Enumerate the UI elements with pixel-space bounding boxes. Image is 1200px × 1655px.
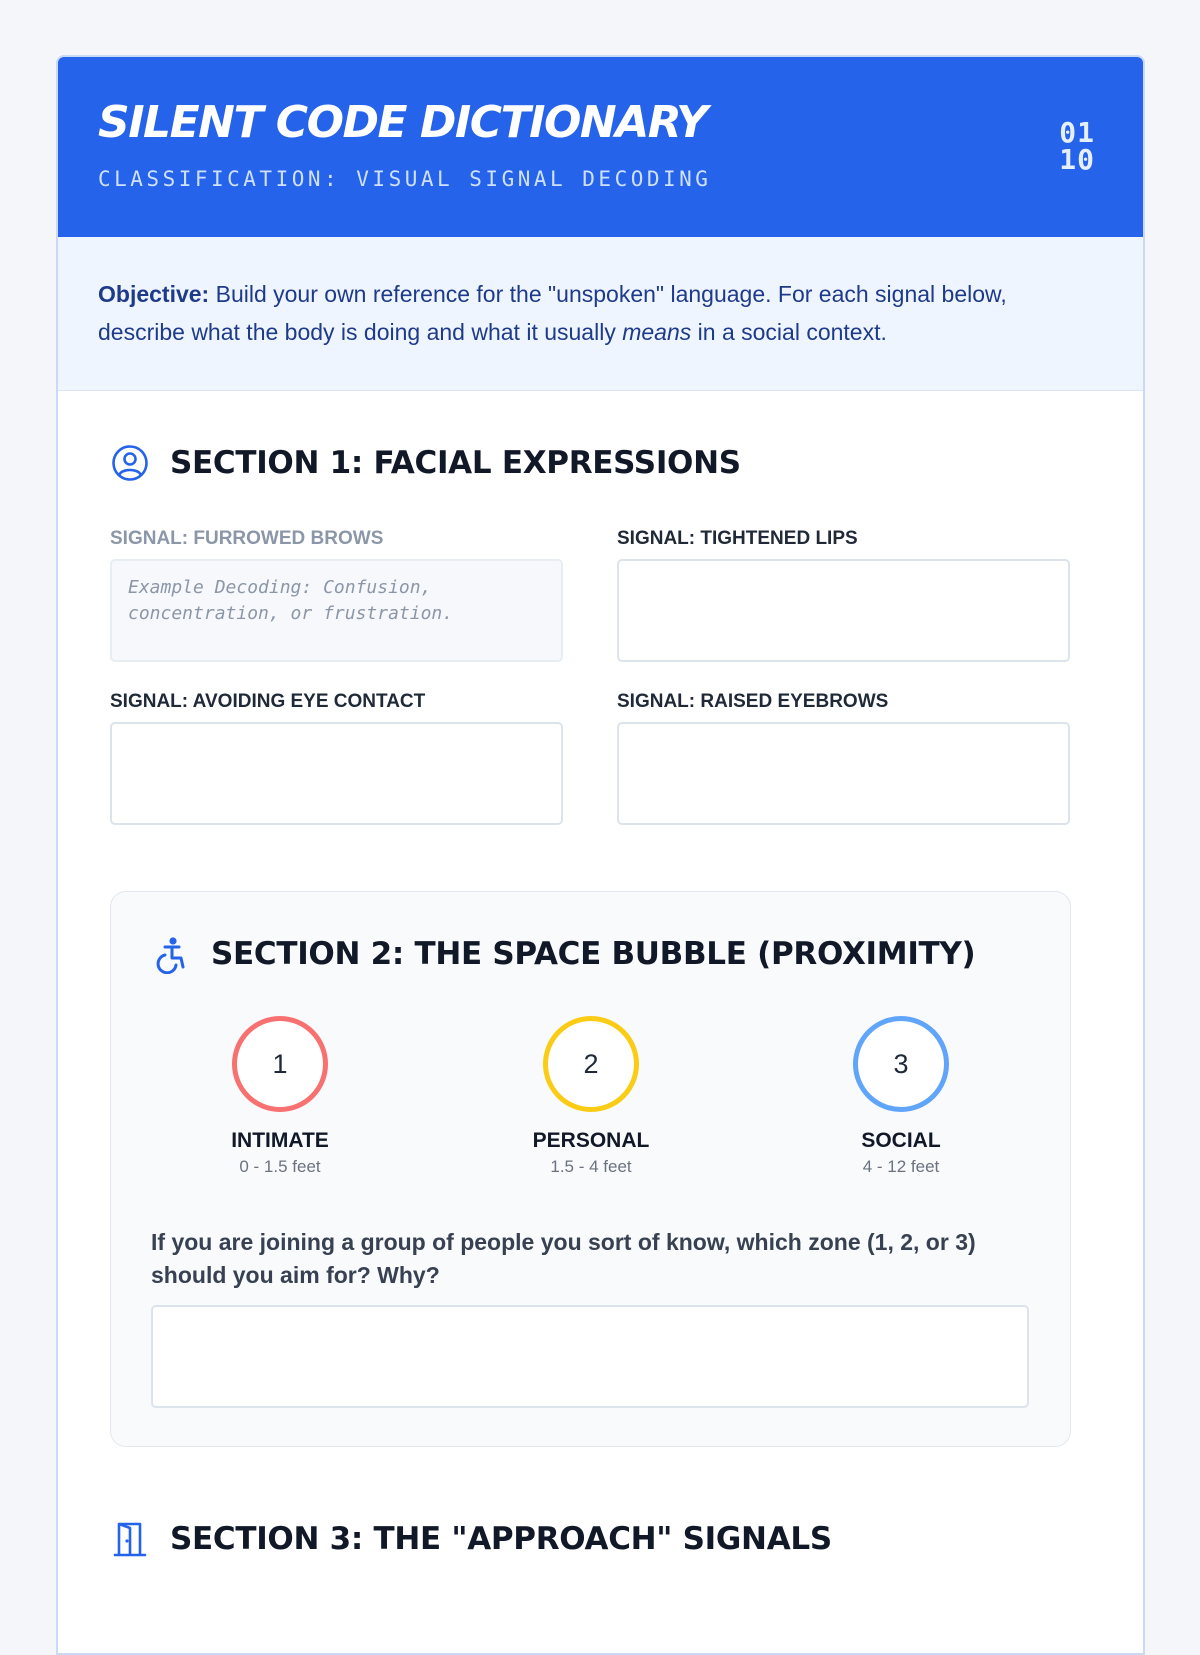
proximity-question: If you are joining a group of people you sort of know, which zone (1, 2, or 3) should you aim for? Why? [151, 1229, 976, 1288]
signal-label-avoiding-eye-contact: SIGNAL: AVOIDING EYE CONTACT [110, 691, 426, 712]
door-icon [110, 1519, 150, 1559]
proximity-answer-field[interactable] [151, 1305, 1029, 1408]
page-title: SILENT CODE DICTIONARY [98, 97, 707, 148]
signal-field-furrowed-brows[interactable] [110, 559, 563, 662]
zone-intimate [180, 1016, 380, 1177]
section1-heading [110, 443, 741, 483]
section1-title: SECTION 1: FACIAL EXPRESSIONS [170, 445, 741, 481]
zone-personal [491, 1016, 691, 1177]
accessibility-icon [151, 934, 191, 974]
header-banner [58, 57, 1143, 237]
signal-field-raised-eyebrows[interactable] [617, 722, 1070, 825]
classification-subtitle: CLASSIFICATION: VISUAL SIGNAL DECODING [98, 167, 712, 191]
objective-text [98, 275, 1088, 351]
proximity-panel [110, 891, 1071, 1447]
signal-field-avoiding-eye-contact[interactable] [110, 722, 563, 825]
section3-heading [110, 1519, 832, 1559]
objective-banner [58, 237, 1143, 391]
zone-name-personal: PERSONAL [532, 1129, 650, 1152]
section2-title: SECTION 2: THE SPACE BUBBLE (PROXIMITY) [211, 936, 976, 972]
zone-range-intimate: 0 - 1.5 feet [239, 1157, 321, 1176]
objective-text-before: Build your own reference for the "unspoken" language. For each signal below, describe what the body is doing and what it usually [98, 281, 1007, 345]
signal-label-raised-eyebrows: SIGNAL: RAISED EYEBROWS [617, 691, 889, 712]
objective-label: Objective: [98, 281, 210, 307]
signal-label-furrowed-brows: SIGNAL: FURROWED BROWS [110, 528, 384, 549]
zone-range-personal: 1.5 - 4 feet [550, 1157, 632, 1176]
zone-name-social: SOCIAL [861, 1129, 941, 1152]
example-decoding-text: Example Decoding: Confusion, concentration, or frustration. [128, 577, 454, 624]
zone-range-social: 4 - 12 feet [862, 1157, 940, 1176]
signal-label-tightened-lips: SIGNAL: TIGHTENED LIPS [617, 528, 858, 549]
zone-ring-personal: 2 [543, 1016, 639, 1112]
zone-ring-intimate: 1 [232, 1016, 328, 1112]
objective-emphasis: means [622, 319, 692, 345]
section3-title: SECTION 3: THE "APPROACH" SIGNALS [170, 1521, 832, 1557]
objective-text-after: in a social context. [691, 319, 887, 345]
worksheet-card [56, 55, 1145, 1655]
binary-line-2: 10 [1059, 143, 1095, 176]
user-circle-icon [110, 443, 150, 483]
binary-badge [1059, 116, 1095, 176]
signal-field-tightened-lips[interactable] [617, 559, 1070, 662]
zone-ring-social: 3 [853, 1016, 949, 1112]
binary-line-1: 01 [1059, 116, 1095, 149]
zone-name-intimate: INTIMATE [231, 1129, 329, 1152]
zone-social [801, 1016, 1001, 1177]
section2-heading [151, 934, 975, 974]
